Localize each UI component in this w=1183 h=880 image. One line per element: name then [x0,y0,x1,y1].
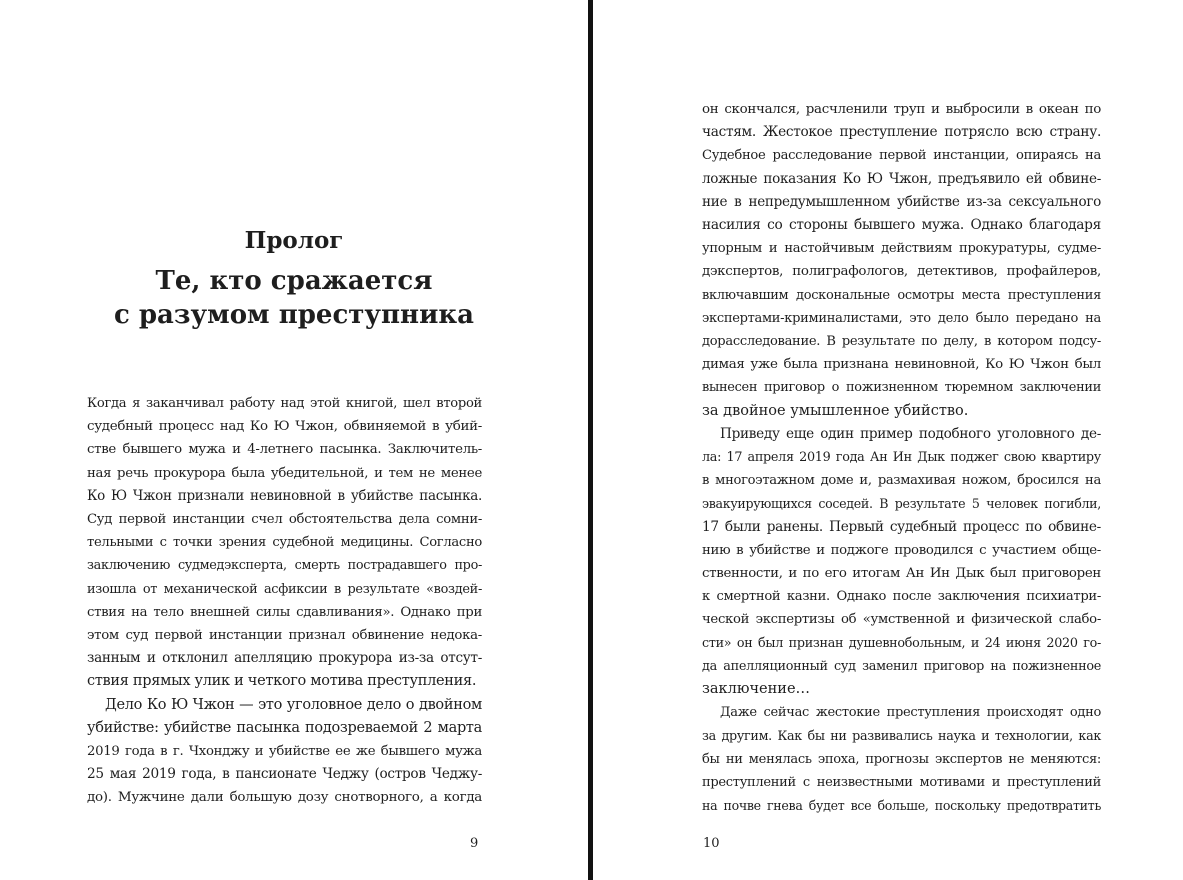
chapter-title-line: Те, кто сражается [155,266,433,296]
text-line: димая уже была признана невиновной, Ко Ю Чжон был [702,357,1101,373]
text-line: ческой экспертизы об «умственной и физической слабо- [702,612,1101,628]
text-line: в многоэтажном доме и, размахивая ножом, бросился на [702,473,1101,489]
text-line: ние в непредумышленном убийстве из-за сексуального [702,193,1101,210]
text-line: стве бывшего мужа и 4-летнего пасынка. Заключитель- [87,442,482,458]
left-body-text [87,392,482,810]
text-line: вынесен приговор о пожизненном тюремном заключении [702,380,1101,396]
text-line: нию в убийстве и поджоге проводился с участием обще- [702,542,1101,558]
text-line: сти» он был признан душевнобольным, и 24 июня 2020 го- [702,635,1101,651]
text-line: убийстве: убийстве пасынка подозреваемой 2 марта [87,719,482,736]
text-line: этом суд первой инстанции признал обвинение недока- [87,628,482,644]
chapter-title-line: с разумом преступника [113,300,474,330]
right-body-text [702,98,1101,817]
right-page [593,0,1183,880]
text-line: Приведу еще один пример подобного уголовного де- [720,425,1101,442]
text-line: преступлений с неизвестными мотивами и преступлений [702,774,1101,790]
text-line: упорным и настойчивым действиям прокуратуры, судме- [702,241,1101,257]
text-line: экспертами-криминалистами, это дело было передано на [702,310,1101,326]
left-page [0,0,588,880]
text-line: изошла от механической асфиксии в результате «воздей- [87,581,482,597]
text-line: эвакуирующихся соседей. В результате 5 человек погибли, [702,496,1101,512]
text-line: Дело Ко Ю Чжон — это уголовное дело о двойном [105,696,482,713]
text-line: дэкспертов, полиграфологов, детективов, профайлеров, [702,264,1101,280]
text-line: 17 были ранены. Первый судебный процесс по обвине- [702,518,1101,535]
text-line: судебный процесс над Ко Ю Чжон, обвиняемой в убий- [87,419,482,435]
text-line: за двойное умышленное убийство. [702,402,969,419]
text-line: ствия на тело внешней силы сдавливания». Однако при [87,604,482,620]
text-line: ствия прямых улик и четкого мотива преступления. [87,673,477,690]
text-line: 25 мая 2019 года, в пансионате Чеджу (остров Чеджу- [87,766,482,783]
text-line: ла: 17 апреля 2019 года Ан Ин Дык поджег свою квартиру [702,450,1101,466]
page-number: 10 [703,836,720,851]
chapter-label: Пролог [244,227,344,254]
text-line: Даже сейчас жестокие преступления происходят одно [720,705,1101,721]
text-line: частям. Жестокое преступление потрясло всю страну. [702,124,1101,141]
text-line: Суд первой инстанции счел обстоятельства дела сомни- [87,512,482,528]
text-line: до). Мужчине дали большую дозу снотворного, а когда [87,790,482,806]
text-line: к смертной казни. Однако после заключения психиатри- [702,589,1101,605]
text-line: на почве гнева будет все больше, поскольку предотвратить [702,798,1101,814]
text-line: Ко Ю Чжон признали невиновной в убийстве пасынка. [87,487,482,504]
text-line: ная речь прокурора была убедительной, и тем не менее [87,465,482,481]
text-line: бы ни менялась эпоха, прогнозы экспертов не меняются: [702,751,1101,767]
text-line: заключению судмедэксперта, смерть пострадавшего про- [87,558,482,574]
text-line: занным и отклонил апелляцию прокурора из-за отсут- [87,650,482,667]
page-number: 9 [470,836,479,851]
text-line: заключение… [702,681,811,698]
text-line: ственности, и по его итогам Ан Ин Дык был приговорен [702,566,1101,582]
chapter-title [0,264,588,332]
text-line: включавшим доскональные осмотры места преступления [702,287,1101,303]
text-line: Когда я заканчивал работу над этой книгой, шел второй [87,396,482,411]
text-line: насилия со стороны бывшего мужа. Однако благодаря [702,217,1101,234]
text-line: за другим. Как бы ни развивались наука и технологии, как [702,728,1101,744]
text-line: Судебное расследование первой инстанции, опираясь на [702,148,1101,164]
text-line: ложные показания Ко Ю Чжон, предъявило ей обвине- [702,170,1101,187]
text-line: 2019 года в г. Чхонджу и убийстве ее же бывшего мужа [87,744,482,760]
text-line: тельными с точки зрения судебной медицины. Согласно [87,535,482,551]
text-line: дорасследование. В результате по делу, в котором подсу- [702,334,1101,350]
text-line: он скончался, расчленили труп и выбросили в океан по [702,102,1101,117]
text-line: да апелляционный суд заменил приговор на пожизненное [702,658,1101,674]
